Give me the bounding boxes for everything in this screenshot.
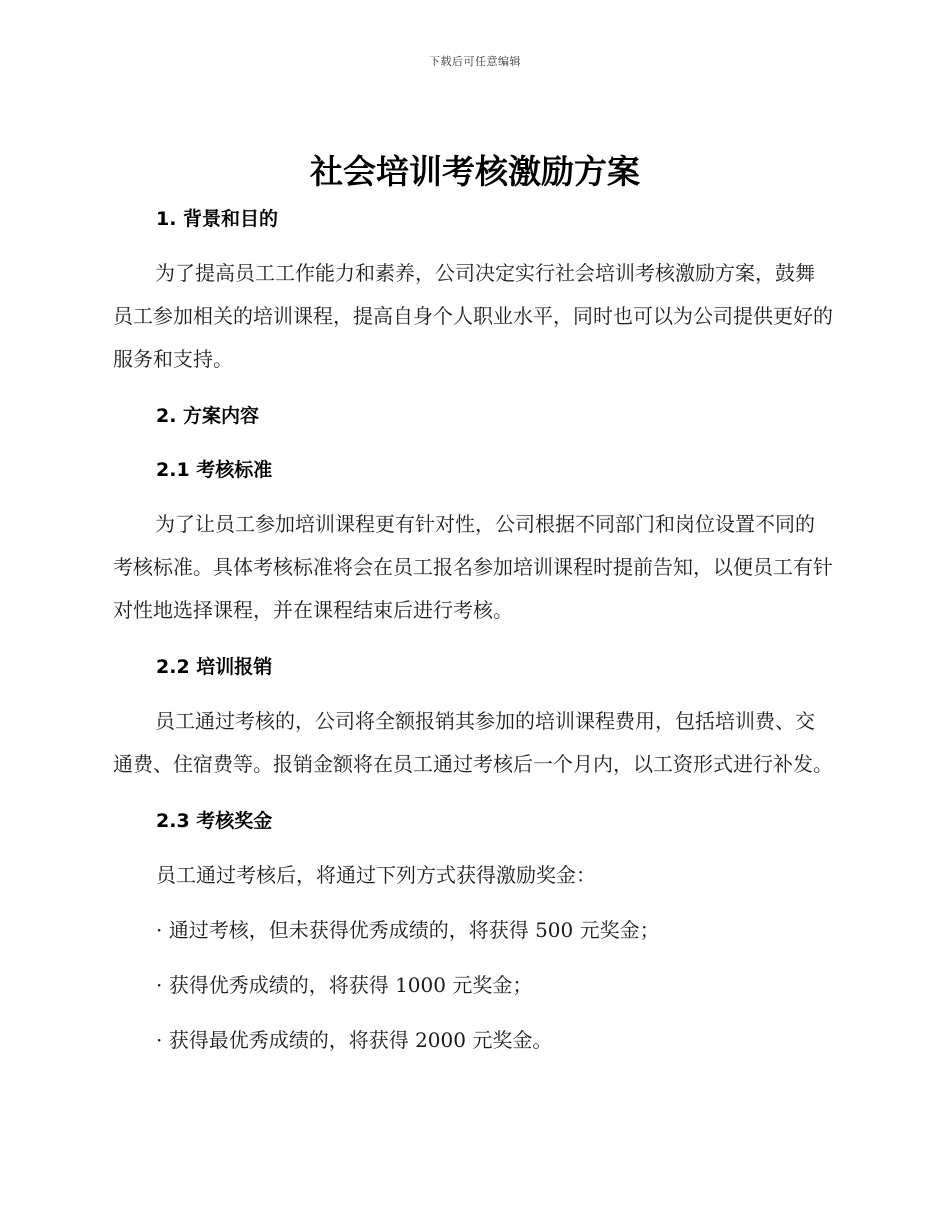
bonus-list-item: · 获得优秀成绩的，将获得 1000 元奖金； xyxy=(156,973,533,997)
section-text-reimbursement: 员工通过考核的，公司将全额报销其参加的培训课程费用，包括培训费、交通费、住宿费等。报销金额将在员工通过考核后一个月内，以工资形式进行补发。 xyxy=(113,709,833,776)
section-heading-background: 1. 背景和目的 xyxy=(156,208,279,230)
section-heading-content: 2. 方案内容 xyxy=(156,405,260,427)
section-text-bonus-intro: 员工通过考核后，将通过下列方式获得激励奖金： xyxy=(156,863,596,887)
section-text-criteria: 为了让员工参加培训课程更有针对性，公司根据不同部门和岗位设置不同的考核标准。具体考核标准将会在员工报名参加培训课程时提前告知，以便员工有针对性地选择课程，并在课程结束后进行考核。 xyxy=(113,512,833,622)
section-heading-reimbursement: 2.2 培训报销 xyxy=(156,656,273,678)
section-heading-bonus: 2.3 考核奖金 xyxy=(156,810,273,832)
section-heading-criteria: 2.1 考核标准 xyxy=(156,459,273,481)
bonus-list-item: · 通过考核，但未获得优秀成绩的，将获得 500 元奖金； xyxy=(156,918,660,942)
section-text-background: 为了提高员工工作能力和素养，公司决定实行社会培训考核激励方案，鼓舞员工参加相关的培训课程，提高自身个人职业水平，同时也可以为公司提供更好的服务和支持。 xyxy=(113,261,833,371)
document-body xyxy=(113,198,833,1062)
bonus-list-item: · 获得最优秀成绩的，将获得 2000 元奖金。 xyxy=(156,1028,553,1052)
document-title: 社会培训考核激励方案 xyxy=(310,152,640,191)
page-header-note: 下载后可任意编辑 xyxy=(429,55,521,68)
